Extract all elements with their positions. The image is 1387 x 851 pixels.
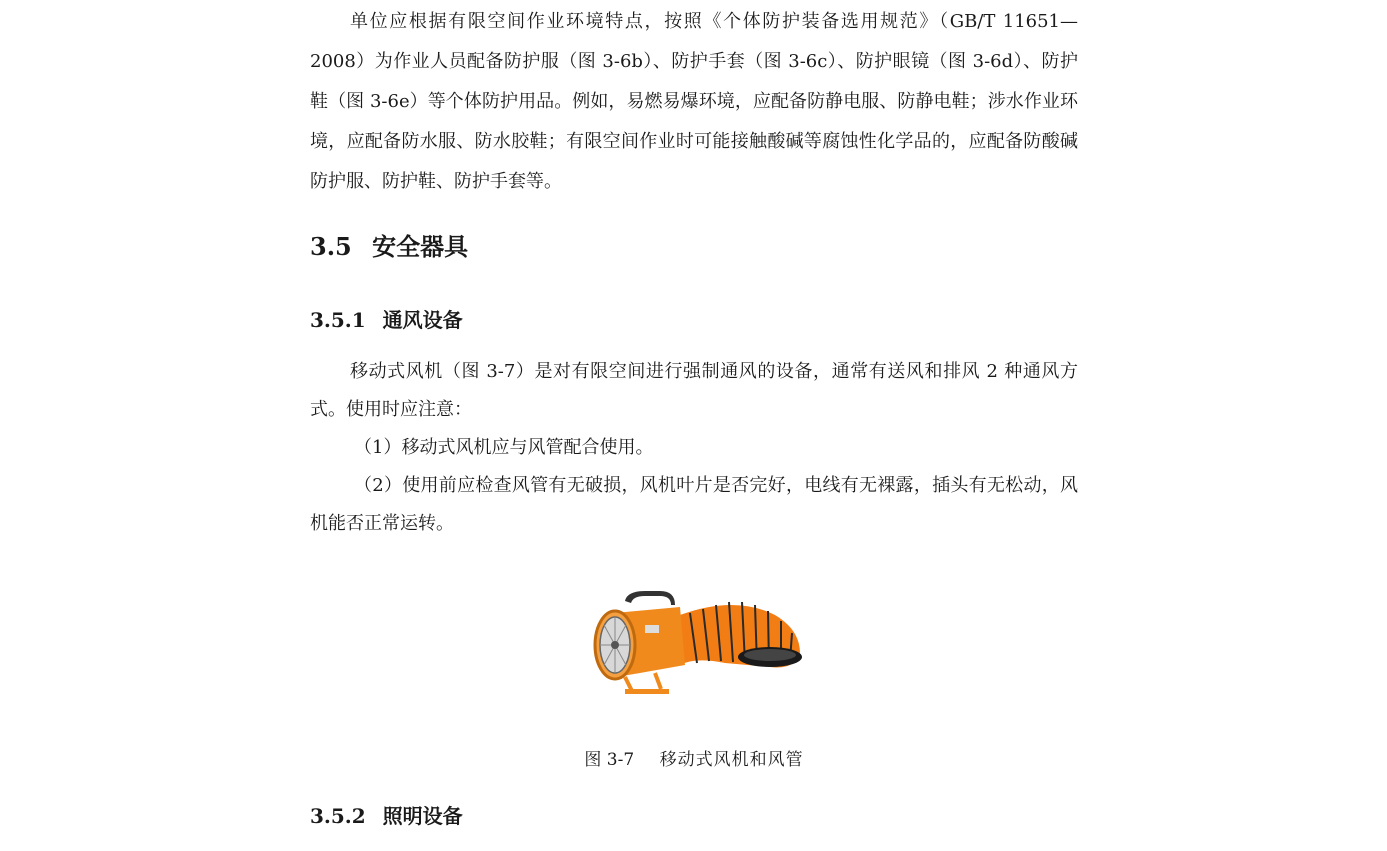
figure-3-7 (585, 585, 815, 700)
subsection-heading-3-5-2 (310, 801, 463, 831)
figure-number: 图 3-7 (584, 750, 635, 770)
subsection-number: 3.5.2 (310, 804, 366, 828)
section-heading-3-5 (310, 230, 468, 264)
fan-body (595, 591, 685, 694)
subsection-title: 通风设备 (382, 308, 463, 332)
list-item: （2）使用前应检查风管有无破损，风机叶片是否完好，电线有无裸露，插头有无松动，风机能否正常运转。 (310, 475, 1078, 534)
section-title: 安全器具 (372, 233, 469, 261)
subsection-title: 照明设备 (382, 804, 463, 828)
portable-fan-with-duct-illustration-icon (585, 585, 815, 700)
figure-title: 移动式风机和风管 (659, 750, 804, 770)
list-item: （1）移动式风机应与风管配合使用。 (354, 437, 654, 458)
subsection-heading-3-5-1 (310, 305, 463, 335)
section-number: 3.5 (310, 232, 352, 261)
ventilation-content (310, 353, 1078, 543)
subsection-number: 3.5.1 (310, 308, 366, 332)
figure-caption (310, 746, 1078, 774)
document-page (310, 0, 1078, 828)
intro-paragraph: 单位应根据有限空间作业环境特点，按照《个体防护装备选用规范》（GB/T 11651—2008）为作业人员配备防护服（图 3-6b）、防护手套（图 3-6c）、防护眼镜（图 3-6d）、防护鞋（图 3-6e）等个体防护用品。例如，易燃易爆环境，应配备防静电服、防静电鞋；涉水作业环境，应配备防水服、防水胶鞋；有限空间作业时可能接触酸碱等腐蚀性化学品的，应配备防酸碱防护服、防护鞋、防护手套等。 (310, 11, 1078, 192)
duct-hose (680, 602, 802, 667)
ventilation-paragraph: 移动式风机（图 3-7）是对有限空间进行强制通风的设备，通常有送风和排风 2 种通风方式。使用时应注意： (310, 361, 1078, 420)
